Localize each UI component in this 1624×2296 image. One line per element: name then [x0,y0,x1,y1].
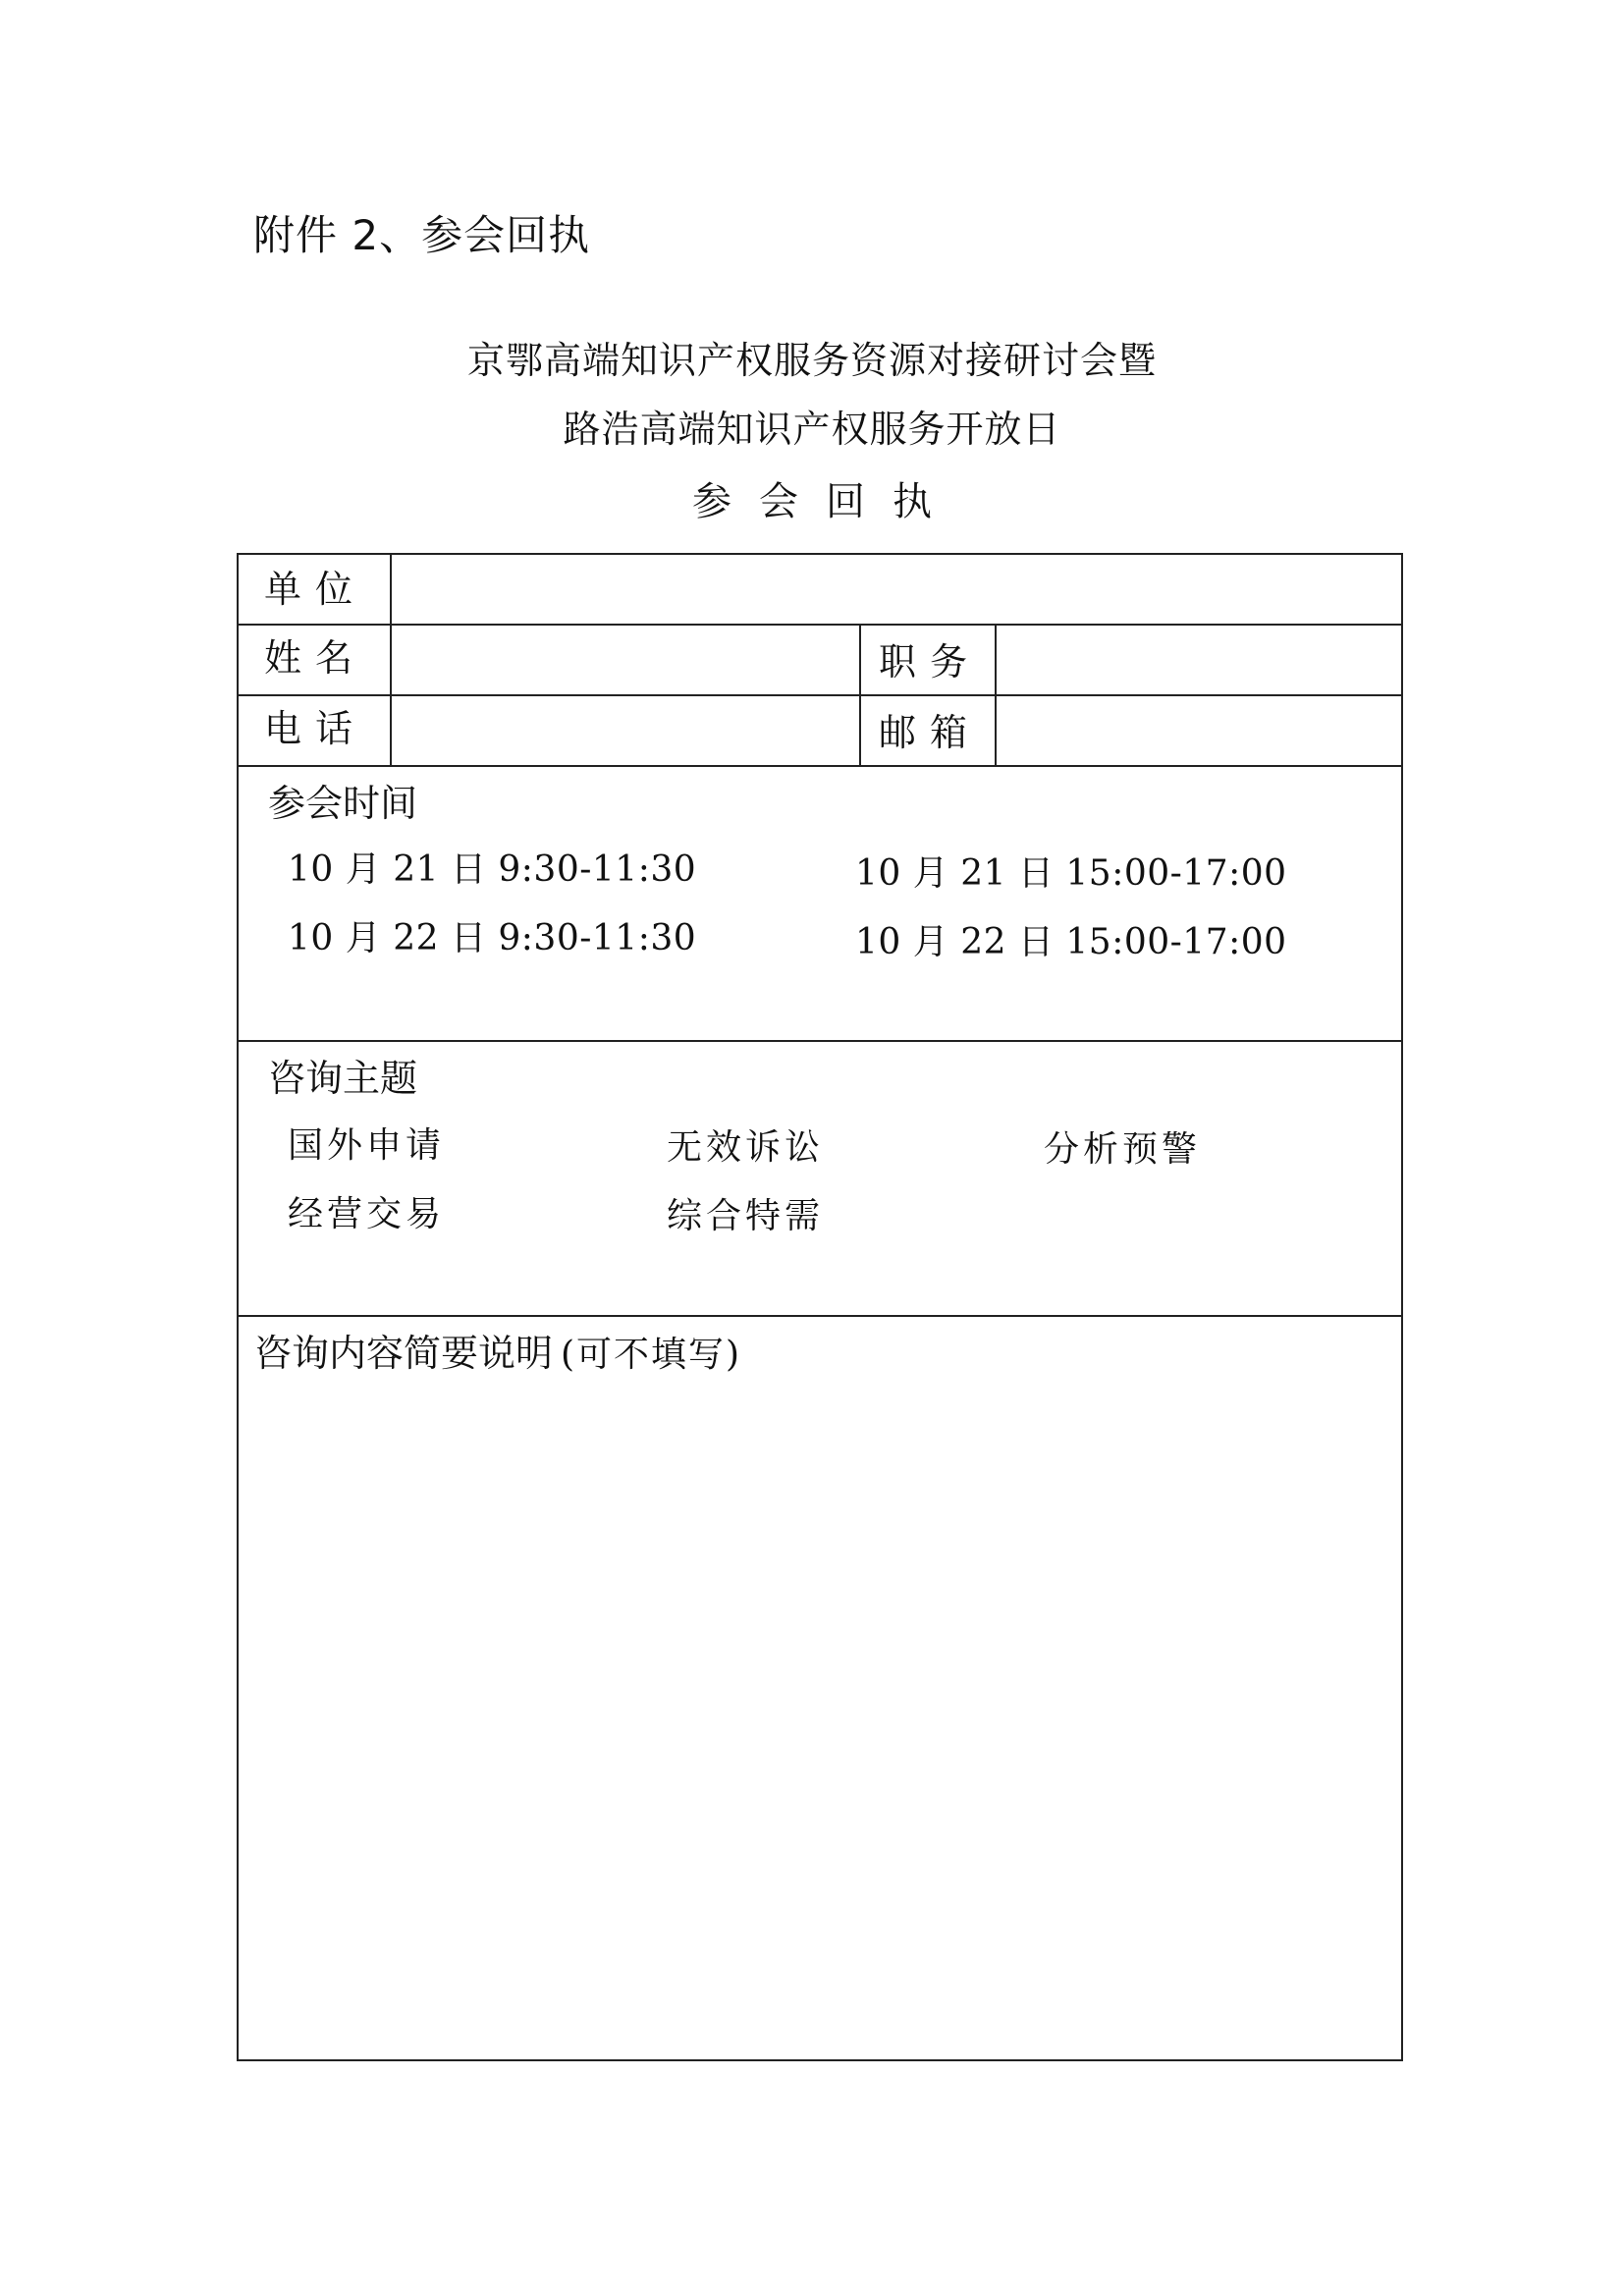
row-divider [239,694,1401,696]
time-slot-option[interactable]: 10 月 22 日 15:00-17:00 [855,922,1287,962]
unit-label: 单位 [264,568,367,611]
row-divider [239,1040,1401,1042]
time-slot-option[interactable]: 10 月 21 日 9:30-11:30 [288,849,697,890]
row-divider [239,1315,1401,1317]
notes-field[interactable] [243,1390,1401,2057]
name-field[interactable] [394,628,857,692]
position-field[interactable] [999,628,1401,692]
time-slot-option[interactable]: 10 月 22 日 9:30-11:30 [288,918,697,958]
row-divider [239,765,1401,767]
topic-option[interactable]: 综合特需 [667,1196,825,1236]
email-field[interactable] [999,698,1401,763]
position-label: 职务 [879,640,982,683]
notes-heading [254,1329,741,1380]
email-label: 邮箱 [879,711,982,754]
topic-option[interactable]: 国外申请 [288,1125,446,1166]
name-label: 姓名 [264,636,367,680]
column-divider [859,624,861,765]
unit-field[interactable] [394,557,1401,622]
time-slot-option[interactable]: 10 月 21 日 15:00-17:00 [855,853,1287,894]
notes-title: 咨询内容简要说明 [254,1332,554,1375]
phone-field[interactable] [394,698,857,763]
title-line-1: 京鄂高端知识产权服务资源对接研讨会暨 [466,339,1157,382]
reply-form [237,553,1403,2061]
title-line-3: 参会回执 [692,479,959,524]
topic-option[interactable]: 分析预警 [1044,1129,1202,1170]
topics-title: 咨询主题 [268,1057,418,1100]
column-divider [390,555,392,765]
topic-option[interactable]: 无效诉讼 [667,1127,825,1168]
title-line-2: 路浩高端知识产权服务开放日 [563,408,1061,451]
column-divider [995,624,997,765]
notes-subtitle: (可不填写) [561,1335,742,1375]
row-divider [239,624,1401,626]
phone-label: 电话 [264,707,367,750]
attachment-label: 附件 2、参会回执 [253,211,591,259]
attendance-title: 参会时间 [268,782,418,825]
topic-option[interactable]: 经营交易 [288,1194,446,1234]
